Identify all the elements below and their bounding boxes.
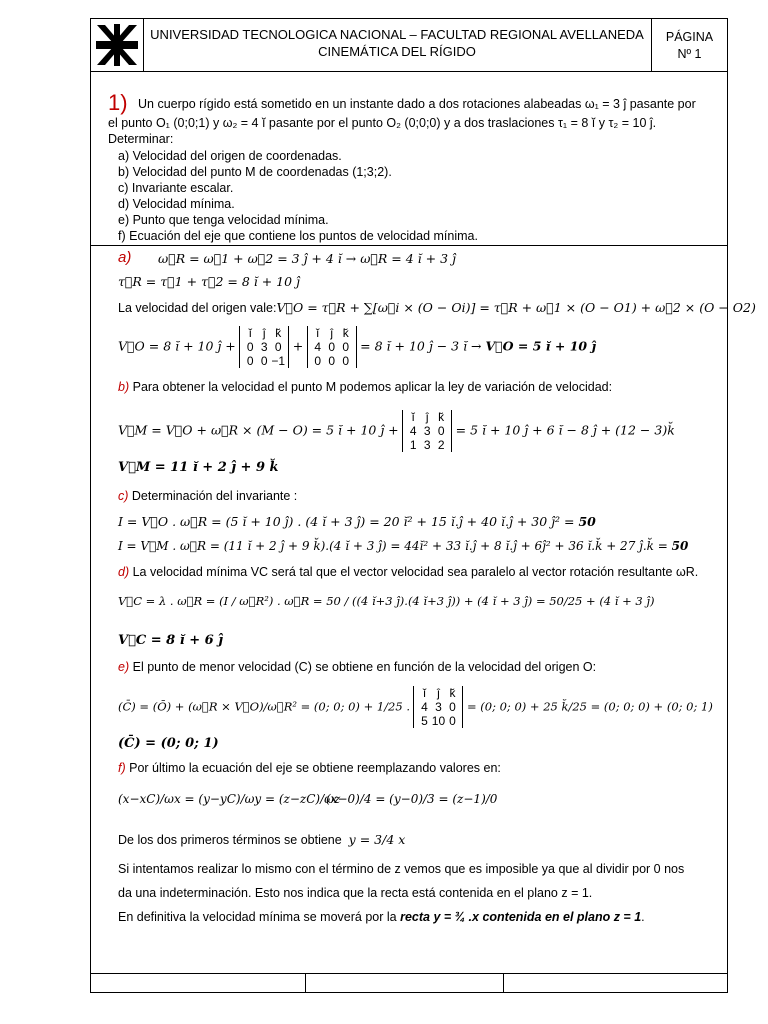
result: (C̄) = (0; 0; 1) <box>118 736 219 751</box>
determinant: ĭ ĵ k̆ 4 3 0 5 10 0 <box>413 686 463 728</box>
task-item: f) Ecuación del eje que contiene los puntos de velocidad mínima. <box>118 229 478 243</box>
determinant: ĭ ĵ k̆ 0 3 0 0 0 −1 <box>239 326 289 368</box>
task-item: c) Invariante escalar. <box>118 181 234 195</box>
determinant-equation: V⃗M = V⃗O + ω⃗R × (M − O) = 5 ĭ + 10 ĵ + ĭ ĵ k̆ 4 3 0 1 3 2 = 5 ĭ + 10 ĵ + 6 ĭ − 8 ĵ + (12 − 3)k̆ <box>118 410 675 452</box>
equation: (x−xC)/ωx = (y−yC)/ωy = (z−zC)/ωz <box>118 792 341 806</box>
equation: I = V⃗O . ω⃗R = (5 ĭ + 10 ĵ) . (4 ĭ + 3 ĵ) = 20 ĭ² + 15 ĭ.ĵ + 40 ĭ.ĵ + 30 ĵ² = 50 <box>118 514 596 529</box>
task-item: a) Velocidad del origen de coordenadas. <box>118 149 342 163</box>
text-line: da una indeterminación. Esto nos indica que la recta está contenida en el plano z = 1. <box>118 886 593 900</box>
divider <box>90 245 728 246</box>
text-line: f) Por último la ecuación del eje se obtiene reemplazando valores en: <box>118 761 501 775</box>
equation: V⃗C = λ . ω⃗R = (I / ω⃗R²) . ω⃗R = 50 / ((4 ĭ+3 ĵ).(4 ĭ+3 ĵ)) + (4 ĭ + 3 ĵ) = 50/25 + (4 ĭ + 3 ĵ) <box>118 594 655 608</box>
determinant-equation: (C̄) = (Ō) + (ω⃗R × V⃗O)/ω⃗R² = (0; 0; 0) + 1/25 . ĭ ĵ k̆ 4 3 0 5 10 0 = (0; 0; 0) + 25 k̆/25 = (0; 0; 0) + (0; 0; 1) <box>118 686 713 728</box>
statement-line: el punto O₁ (0;0;1) y ω₂ = 4 ĭ pasante por el punto O₂ (0;0;0) y a dos traslaciones τ₁ = 8 ĭ y τ₂ = 10 ĵ. <box>108 116 657 130</box>
text-line: En definitiva la velocidad mínima se moverá por la recta y = ¾ .x contenida en el plano z = 1. <box>118 910 645 924</box>
determinant: ĭ ĵ k̆ 4 3 0 1 3 2 <box>402 410 452 452</box>
subject-title: CINEMÁTICA DEL RÍGIDO <box>318 44 476 59</box>
text-line: d) La velocidad mínima VC será tal que el vector velocidad sea paralelo al vector rotación resultante ωR. <box>118 565 699 579</box>
result: V⃗M = 11 ĭ + 2 ĵ + 9 k̆ <box>118 460 279 475</box>
problem-number: 1) <box>108 90 128 115</box>
statement-line: Determinar: <box>108 132 174 146</box>
equation: I = V⃗M . ω⃗R = (11 ĭ + 2 ĵ + 9 k̆).(4 ĭ + 3 ĵ) = 44ĭ² + 33 ĭ.ĵ + 8 ĭ.ĵ + 6ĵ² + 36 ĭ.k̆ + 27 ĵ.k̆ = 50 <box>118 539 689 553</box>
result: V⃗C = 8 ĭ + 6 ĵ <box>118 633 223 648</box>
task-list <box>118 148 478 244</box>
text-line: La velocidad del origen vale:V⃗O = τ⃗R + ∑[ω⃗i × (O − Oi)] = τ⃗R + ω⃗1 × (O − O1) + ω⃗2 × (O − O2) <box>118 300 756 315</box>
text-line: c) Determinación del invariante : <box>118 489 298 503</box>
determinant-equation: V⃗O = 8 ĭ + 10 ĵ + ĭ ĵ k̆ 0 3 0 0 0 −1 + ĭ ĵ k̆ 4 0 0 0 0 0 = 8 ĭ + 10 ĵ − 3 ĭ → V⃗O = 5 ĭ + 10 ĵ <box>118 326 596 368</box>
text-line: Si intentamos realizar lo mismo con el término de z vemos que es imposible ya que al dividir por 0 nos <box>118 862 685 876</box>
task-item: e) Punto que tenga velocidad mínima. <box>118 213 329 227</box>
part-a-label: a) <box>118 249 132 266</box>
equation: ω⃗R = ω⃗1 + ω⃗2 = 3 ĵ + 4 ĭ → ω⃗R = 4 ĭ + 3 ĵ <box>158 251 456 266</box>
text-line: b) Para obtener la velocidad el punto M podemos aplicar la ley de variación de velocidad: <box>118 380 613 394</box>
university-name: UNIVERSIDAD TECNOLOGICA NACIONAL – FACULTAD REGIONAL AVELLANEDA <box>150 27 644 42</box>
text-line: De los dos primeros términos se obtiene y = 3/4 x <box>118 832 406 847</box>
equation: (x−0)/4 = (y−0)/3 = (z−1)/0 <box>326 792 498 806</box>
determinant: ĭ ĵ k̆ 4 0 0 0 0 0 <box>307 326 357 368</box>
task-item: b) Velocidad del punto M de coordenadas (1;3;2). <box>118 165 392 179</box>
equation: τ⃗R = τ⃗1 + τ⃗2 = 8 ĭ + 10 ĵ <box>118 274 300 289</box>
page-number: Nº 1 <box>677 47 702 61</box>
result: V⃗O = 5 ĭ + 10 ĵ <box>485 338 596 354</box>
statement-line: Un cuerpo rígido está sometido en un instante dado a dos rotaciones alabeadas ω₁ = 3 ĵ pasante por <box>138 97 696 111</box>
task-item: d) Velocidad mínima. <box>118 197 235 211</box>
text-line: e) El punto de menor velocidad (C) se obtiene en función de la velocidad del origen O: <box>118 660 597 674</box>
page-label: PÁGINA <box>665 30 714 44</box>
